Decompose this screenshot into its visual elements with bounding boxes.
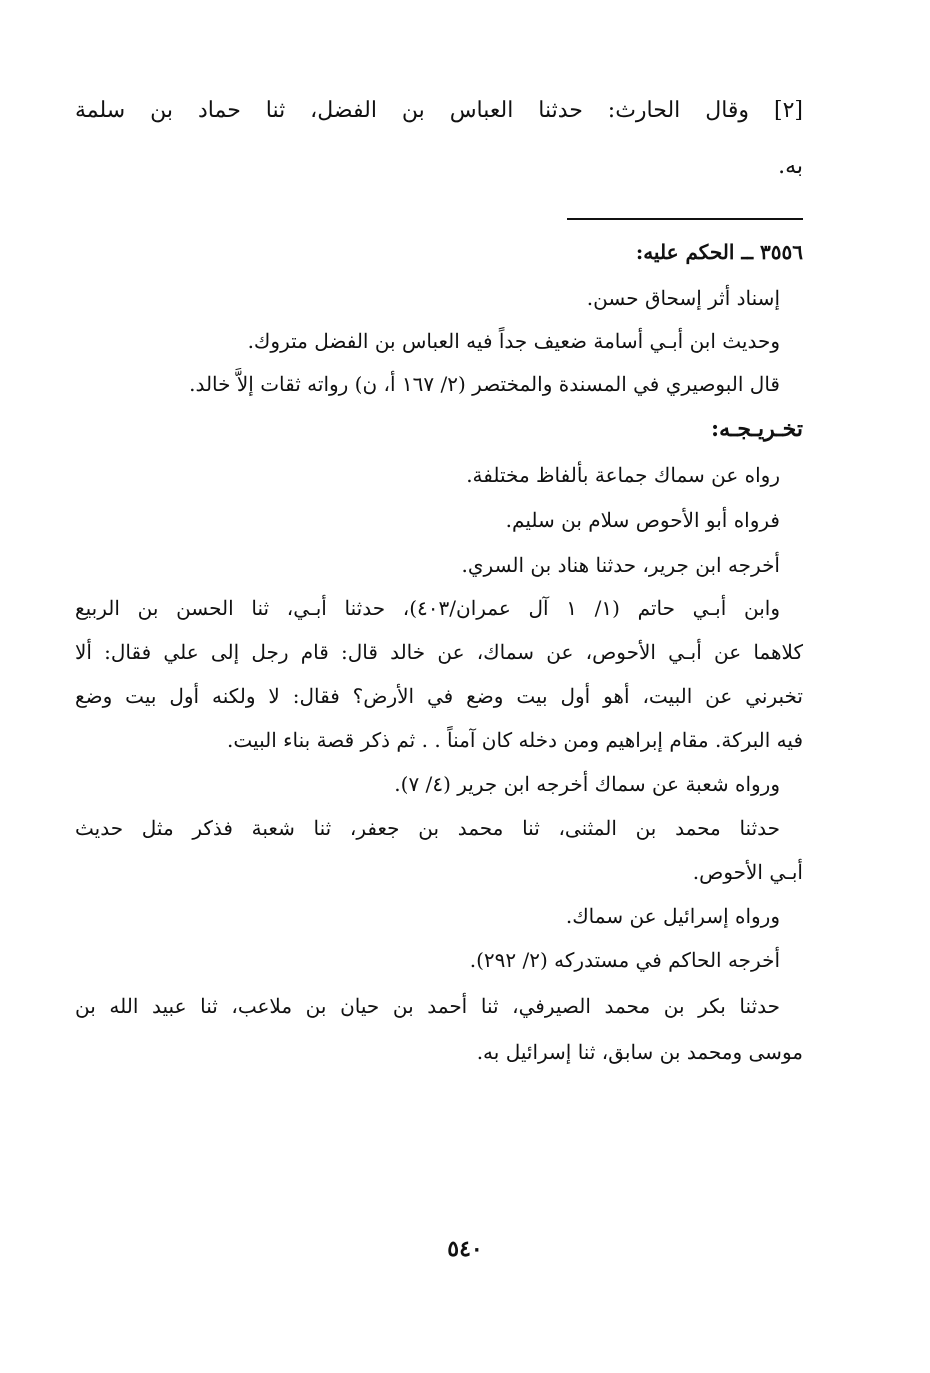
takhrij-line: رواه عن سماك جماعة بألفاظ مختلفة.	[466, 463, 780, 487]
takhrij-line: حدثنا محمد بن المثنى، ثنا محمد بن جعفر، ثنا شعبة فذكر مثل حديث	[75, 816, 780, 840]
takhrij-line: ورواه شعبة عن سماك أخرجه ابن جرير (٤/ ٧).	[394, 772, 780, 796]
takhrij-line: أخرجه الحاكم في مستدركه (٢/ ٢٩٢).	[469, 948, 780, 972]
main-text-line: [٢] وقال الحارث: حدثنا العباس بن الفضل، ثنا حماد بن سلمة	[75, 98, 803, 123]
takhrij-line: كلاهما عن أبـي الأحوص، عن سماك، عن خالد قال: قام رجل إلى علي فقال: ألا	[75, 640, 803, 664]
takhrij-line: فرواه أبو الأحوص سلام بن سليم.	[505, 508, 780, 532]
takhrij-line: أبـي الأحوص.	[692, 860, 803, 884]
ruling-line: وحديث ابن أبـي أسامة ضعيف جداً فيه العباس بن الفضل متروك.	[247, 329, 780, 353]
takhrij-line: أخرجه ابن جرير، حدثنا هناد بن السري.	[461, 553, 780, 577]
main-text-line: به.	[778, 154, 803, 179]
takhrij-heading: تخـريـجـه:	[710, 416, 803, 442]
ruling-line: قال البوصيري في المسندة والمختصر (٢/ ١٦٧ أ، ن) رواته ثقات إلاَّ خالد.	[189, 372, 780, 396]
ruling-line: إسناد أثر إسحاق حسن.	[586, 286, 780, 310]
footnote-separator	[567, 218, 803, 220]
takhrij-line: ورواه إسرائيل عن سماك.	[565, 904, 780, 928]
takhrij-line: حدثنا بكر بن محمد الصيرفي، ثنا أحمد بن حيان بن ملاعب، ثنا عبيد الله بن	[75, 994, 780, 1018]
takhrij-line: موسى ومحمد بن سابق، ثنا إسرائيل به.	[476, 1040, 803, 1064]
takhrij-line: فيه البركة. مقام إبراهيم ومن دخله كان آمناً . . ثم ذكر قصة بناء البيت.	[227, 728, 803, 752]
takhrij-line: تخبرني عن البيت، أهو أول بيت وضع في الأرض؟ فقال: لا ولكنه أول بيت وضع	[75, 684, 803, 708]
footnote-heading: ٣٥٥٦ ــ الحكم عليه:	[635, 240, 803, 264]
page-number: ٥٤٠	[447, 1236, 483, 1262]
takhrij-line: وابن أبـي حاتم (١/ ١ آل عمران/٤٠٣)، حدثنا أبـي، ثنا الحسن بن الربيع	[75, 596, 780, 620]
